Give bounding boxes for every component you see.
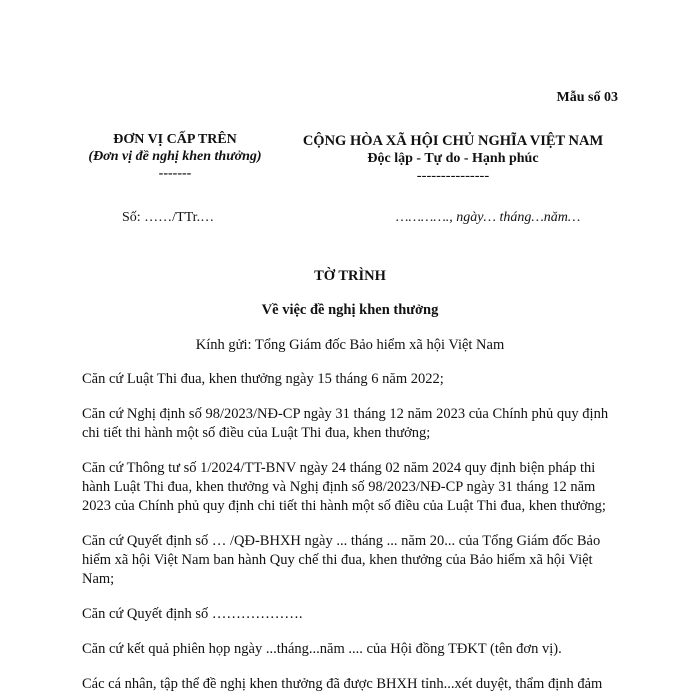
issuing-organization-block [80, 131, 270, 182]
organization-divider: ------- [158, 166, 192, 181]
national-divider: --------------- [416, 168, 490, 184]
document-title: TỜ TRÌNH [314, 268, 386, 284]
body-paragraph: Căn cứ Thông tư số 1/2024/TT-BNV ngày 24 tháng 02 năm 2024 quy định biện pháp thi hành Luật Thi đua, khen thưởng và Nghị định số 98/2023/NĐ-CP ngày 31 tháng 12 năm 2023 của Chính phủ quy định chi tiết thi hành một số điều của Luật Thi đua, khen thưởng; [82, 460, 606, 514]
form-number: Mẫu số 03 [556, 90, 618, 105]
document-number: Số: ……/TTr.… [122, 210, 215, 225]
organization-name: ĐƠN VỊ CẤP TRÊN [113, 132, 237, 147]
body-paragraph: Các cá nhân, tập thể đề nghị khen thưởng đã được BHXH tỉnh...xét duyệt, thẩm định đảm [82, 676, 603, 692]
national-header-block [260, 131, 646, 183]
document-date: …………., ngày… tháng…năm… [396, 210, 581, 225]
recipient-line: Kính gửi: Tổng Giám đốc Bảo hiểm xã hội Việt Nam [195, 337, 505, 353]
body-paragraph: Căn cứ Quyết định số ………………. [82, 606, 303, 622]
document-body [82, 370, 622, 700]
country-name: CỘNG HÒA XÃ HỘI CHỦ NGHĨA VIỆT NAM [302, 133, 604, 149]
body-paragraph: Căn cứ Nghị định số 98/2023/NĐ-CP ngày 31 tháng 12 năm 2023 của Chính phủ quy định chi tiết thi hành một số điều của Luật Thi đua, khen thưởng; [82, 406, 609, 441]
body-paragraph: Căn cứ Luật Thi đua, khen thưởng ngày 15 tháng 6 năm 2022; [82, 371, 444, 387]
body-paragraph: Căn cứ Quyết định số … /QĐ-BHXH ngày ... tháng ... năm 20... của Tổng Giám đốc Bảo hiểm xã hội Việt Nam ban hành Quy chế thi đua, khen thưởng của Bảo hiểm xã hội Việt Nam; [82, 533, 601, 587]
document-subject: Về việc đề nghị khen thưởng [261, 302, 439, 318]
body-paragraph: Căn cứ kết quả phiên họp ngày ...tháng...năm .... của Hội đồng TĐKT (tên đơn vị). [82, 641, 562, 657]
national-motto: Độc lập - Tự do - Hạnh phúc [367, 151, 539, 166]
organization-subtitle: (Đơn vị đề nghị khen thưởng) [88, 149, 262, 164]
